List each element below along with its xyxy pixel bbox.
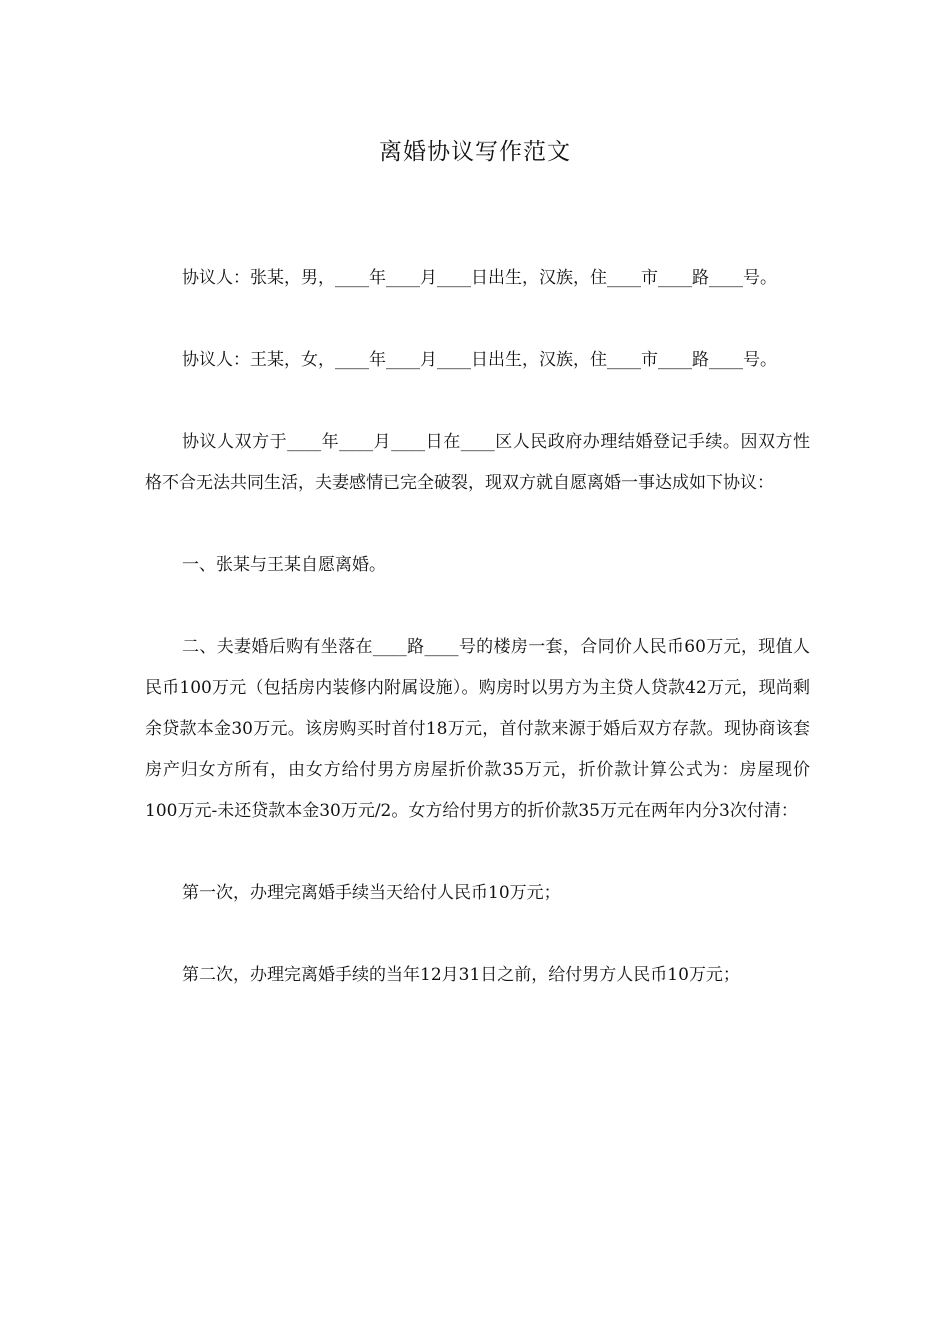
paragraph-payment-first: 第一次，办理完离婚手续当天给付人民币10万元； [182,883,561,903]
paragraph-marriage-background: 协议人双方于____年____月____日在____区人民政府办理结婚登记手续。因双方性格不合无法共同生活，夫妻感情已完全破裂，现双方就自愿离婚一事达成如下协议： [145,432,810,493]
paragraph-party-zhang: 协议人：张某，男，____年____月____日出生，汉族，住____市____路____号。 [182,268,777,288]
paragraph-clause-two: 二、夫妻婚后购有坐落在____路____号的楼房一套，合同价人民币60万元，现值人民币100万元（包括房内装修内附属设施）。购房时以男方为主贷人贷款42万元，现尚剩余贷款本金30万元。该房购买时首付18万元，首付款来源于婚后双方存款。现协商该套房产归女方所有，由女方给付男方房屋折价款35万元，折价款计算公式为：房屋现价100万元-未还贷款本金30万元/2。女方给付男方的折价款35万元在两年内分3次付清： [145,637,810,821]
document-body [145,258,810,996]
paragraph-payment-second: 第二次，办理完离婚手续的当年12月31日之前，给付男方人民币10万元； [182,965,740,985]
paragraph-party-wang: 协议人：王某，女，____年____月____日出生，汉族，住____市____路____号。 [182,350,777,370]
paragraph-clause-one: 一、张某与王某自愿离婚。 [182,555,386,575]
document-title: 离婚协议写作范文 [379,139,571,165]
